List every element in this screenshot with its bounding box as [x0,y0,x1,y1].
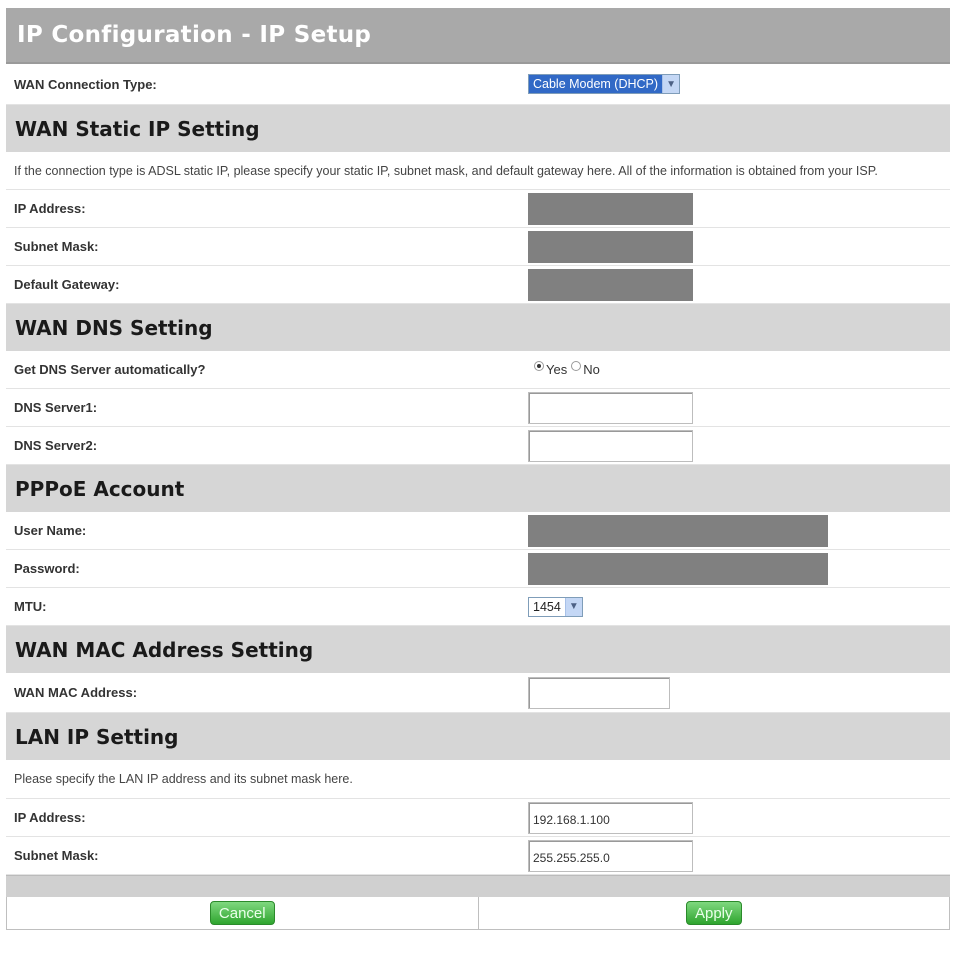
lan-ip-note: Please specify the LAN IP address and its subnet mask here. [6,760,950,799]
apply-cell [478,897,950,929]
section-title-lan-ip: LAN IP Setting [15,724,179,749]
mtu-row [6,588,950,626]
button-bar [6,897,950,930]
dns-auto-no-option[interactable] [571,362,600,377]
dns-auto-yes-label: Yes [546,362,568,377]
dns-server2-row [6,427,950,465]
lan-subnet-mask-label: Subnet Mask: [14,848,99,863]
pppoe-password-label: Password: [14,561,80,576]
section-wan-dns [6,304,950,351]
dns-auto-no-radio[interactable] [571,361,581,371]
dns-auto-label: Get DNS Server automatically? [14,362,206,377]
wan-subnet-mask-row [6,228,950,266]
section-wan-static-ip [6,105,950,152]
default-gateway-label: Default Gateway: [14,277,120,292]
pppoe-password-row [6,550,950,588]
wan-subnet-mask-input[interactable] [528,231,693,263]
wan-connection-type-label: WAN Connection Type: [14,76,157,92]
dns-auto-yes-option[interactable] [534,362,567,377]
mtu-label: MTU: [14,599,47,614]
wan-connection-type-row [6,64,950,105]
cancel-button[interactable]: Cancel [210,901,275,925]
dns-auto-row [6,351,950,389]
lan-subnet-mask-row [6,837,950,875]
wan-mac-address-row [6,673,950,713]
pppoe-user-name-row [6,512,950,550]
cancel-cell [7,897,478,929]
footer-bar [6,875,950,897]
mtu-value: 1454 [533,599,561,614]
section-wan-mac-address [6,626,950,673]
section-title-wan-mac-address: WAN MAC Address Setting [15,637,314,662]
wan-ip-address-row [6,190,950,228]
default-gateway-input[interactable] [528,269,693,301]
dns-server2-label: DNS Server2: [14,438,98,453]
page-title: IP Configuration - IP Setup [17,22,372,48]
dns-auto-no-label: No [583,362,600,377]
title-bar [6,8,950,64]
lan-subnet-mask-input[interactable] [528,840,693,872]
lan-ip-address-row [6,799,950,837]
ip-setup-page [6,8,950,930]
lan-ip-address-input[interactable] [528,802,693,834]
dns-server2-input[interactable] [528,430,693,462]
dns-server1-row [6,389,950,427]
apply-button[interactable]: Apply [686,901,742,925]
section-title-wan-dns: WAN DNS Setting [15,315,213,340]
wan-connection-type-value: Cable Modem (DHCP) [529,75,662,93]
wan-static-note: If the connection type is ADSL static IP, please specify your static IP, subnet mask, and default gateway here. All of the information is obtained from your ISP. [6,152,950,190]
pppoe-user-name-input[interactable] [528,515,828,547]
wan-subnet-mask-label: Subnet Mask: [14,239,99,254]
section-lan-ip [6,713,950,760]
wan-connection-type-select[interactable] [528,74,680,94]
pppoe-password-input[interactable] [528,553,828,585]
lan-ip-address-label: IP Address: [14,810,86,825]
dns-server1-label: DNS Server1: [14,400,98,415]
dns-auto-yes-radio[interactable] [534,361,544,371]
wan-ip-address-input[interactable] [528,193,693,225]
pppoe-user-name-label: User Name: [14,523,87,538]
wan-mac-address-label: WAN MAC Address: [14,685,138,700]
wan-ip-address-label: IP Address: [14,201,86,216]
chevron-down-icon[interactable]: ▼ [565,598,582,616]
section-pppoe-account [6,465,950,512]
section-title-wan-static-ip: WAN Static IP Setting [15,116,260,141]
dns-auto-radio-group [534,362,604,377]
chevron-down-icon[interactable]: ▼ [662,75,679,93]
wan-mac-address-input[interactable] [528,677,670,709]
dns-server1-input[interactable] [528,392,693,424]
default-gateway-row [6,266,950,304]
mtu-select[interactable] [528,597,583,617]
section-title-pppoe-account: PPPoE Account [15,476,185,501]
